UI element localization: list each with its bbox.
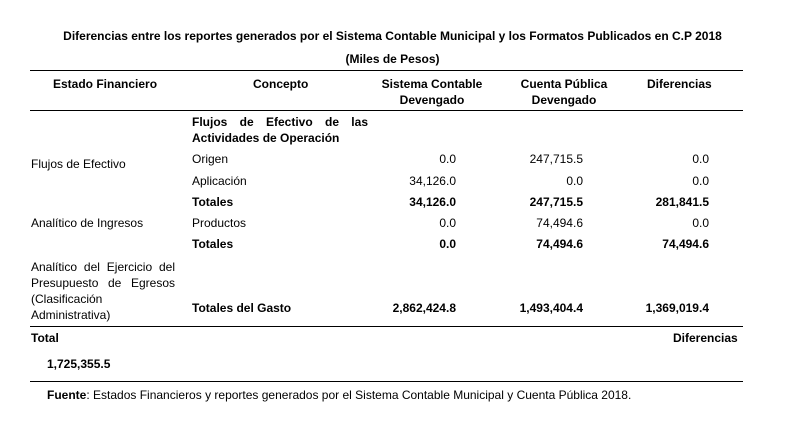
total-label: Total [31, 331, 59, 345]
row-diferencia: 1,369,019.4 [645, 301, 709, 315]
row-concepto: Totales del Gasto [192, 301, 292, 315]
row-diferencia: 281,841.5 [655, 195, 709, 209]
source-label: Fuente [47, 388, 87, 402]
row-sistema: 34,126.0 [409, 174, 456, 188]
estado-flujos: Flujos de Efectivo [31, 157, 126, 171]
row-diferencia: 0.0 [692, 152, 709, 166]
total-value: 1,725,355.5 [47, 357, 111, 371]
row-sistema: 2,862,424.8 [392, 301, 456, 315]
row-cuenta: 247,715.5 [529, 195, 583, 209]
row-diferencia: 0.0 [692, 174, 709, 188]
bottom-rule [30, 381, 743, 382]
row-concepto: Origen [192, 152, 229, 166]
header-cuenta-line2: Devengado [531, 93, 597, 107]
row-sistema: 34,126.0 [409, 195, 456, 209]
concept-heading: Flujos de Efectivo de las Actividades de Operación [192, 115, 368, 145]
row-concepto: Productos [192, 216, 247, 230]
header-estado: Estado Financiero [53, 77, 158, 91]
header-cuenta-line1: Cuenta Pública [520, 77, 608, 91]
row-cuenta: 247,715.5 [529, 152, 583, 166]
row-sistema: 0.0 [439, 152, 456, 166]
header-sistema-line1: Sistema Contable [381, 77, 483, 91]
row-sistema: 0.0 [439, 216, 456, 230]
row-diferencia: 0.0 [692, 216, 709, 230]
estado-ingresos: Analítico de Ingresos [31, 216, 144, 230]
row-cuenta: 74,494.6 [536, 216, 583, 230]
diferencias-label: Diferencias [673, 331, 738, 345]
header-concepto: Concepto [253, 77, 309, 91]
top-rule [30, 70, 743, 71]
row-sistema: 0.0 [439, 237, 456, 251]
table-title: Diferencias entre los reportes generados por el Sistema Contable Municipal y los Formatos Publicados en C.P 2018 [63, 29, 722, 43]
row-concepto: Totales [192, 237, 234, 251]
body-rule [30, 326, 743, 327]
row-concepto: Totales [192, 195, 234, 209]
header-sistema-line2: Devengado [399, 93, 465, 107]
table-subtitle: (Miles de Pesos) [345, 52, 440, 66]
header-diferencias: Diferencias [647, 77, 712, 91]
header-rule [30, 110, 743, 111]
row-cuenta: 1,493,404.4 [519, 301, 583, 315]
row-cuenta: 0.0 [566, 174, 583, 188]
row-concepto: Aplicación [192, 174, 247, 188]
source-note [47, 388, 631, 402]
row-diferencia: 74,494.6 [662, 237, 709, 251]
source-text: : Estados Financieros y reportes generados por el Sistema Contable Municipal y Cuenta Pública 2018. [86, 388, 632, 402]
estado-egresos: Analítico del Ejercicio del Presupuesto de Egresos (Clasificación Administrativa) [31, 260, 175, 322]
row-cuenta: 74,494.6 [536, 237, 583, 251]
